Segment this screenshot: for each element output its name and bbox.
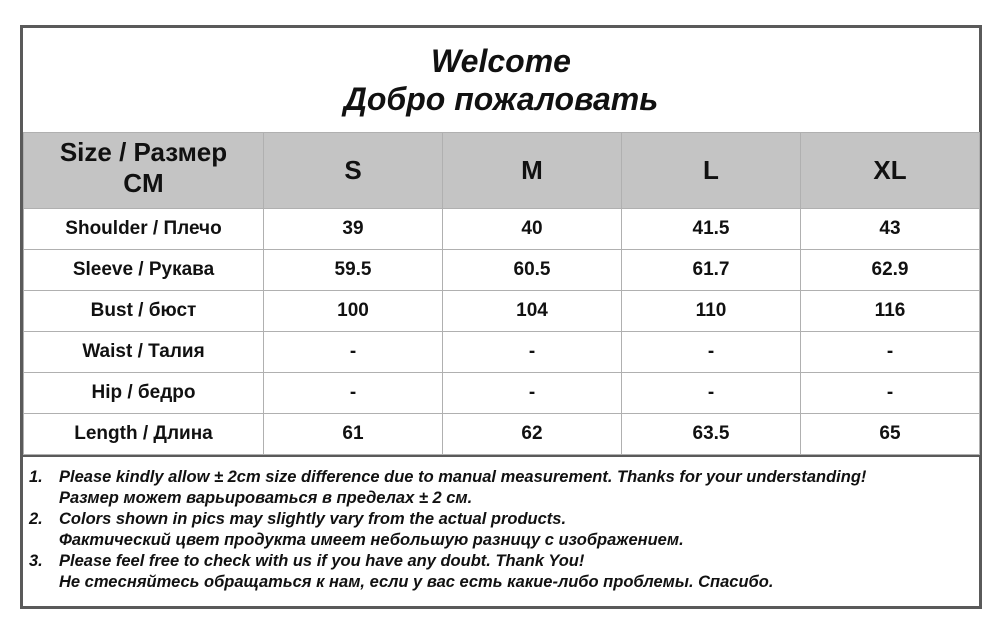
table-cell: 104 bbox=[443, 291, 622, 332]
row-label-hip: Hip / бедро bbox=[24, 373, 264, 414]
note-number: 3. bbox=[29, 552, 43, 570]
header-unit-label: CM bbox=[123, 167, 164, 198]
note-text bbox=[59, 509, 979, 551]
table-cell: - bbox=[264, 373, 443, 414]
table-cell: 63.5 bbox=[622, 414, 801, 455]
row-label-waist: Waist / Талия bbox=[24, 332, 264, 373]
title-russian: Добро пожаловать bbox=[343, 81, 659, 117]
note-english: Please feel free to check with us if you have any doubt. Thank You! bbox=[59, 552, 585, 570]
note-item bbox=[29, 509, 979, 551]
table-cell: 62.9 bbox=[801, 250, 980, 291]
table-cell: - bbox=[443, 332, 622, 373]
row-label-bust: Bust / бюст bbox=[24, 291, 264, 332]
table-cell: 43 bbox=[801, 209, 980, 250]
notes-section bbox=[23, 455, 979, 593]
table-row bbox=[24, 250, 980, 291]
table-cell: - bbox=[622, 332, 801, 373]
header-size-m: M bbox=[443, 133, 622, 209]
table-cell: - bbox=[801, 332, 980, 373]
table-cell: - bbox=[264, 332, 443, 373]
table-cell: - bbox=[443, 373, 622, 414]
note-russian: Не стесняйтесь обращаться к нам, если у вас есть какие-либо проблемы. Спасибо. bbox=[59, 573, 774, 591]
table-cell: 116 bbox=[801, 291, 980, 332]
table-row bbox=[24, 209, 980, 250]
note-number: 2. bbox=[29, 510, 43, 528]
note-english: Colors shown in pics may slightly vary from the actual products. bbox=[59, 510, 567, 528]
title-block bbox=[23, 28, 979, 132]
table-cell: - bbox=[801, 373, 980, 414]
note-russian: Фактический цвет продукта имеет небольшую разницу с изображением. bbox=[59, 531, 684, 549]
table-cell: 60.5 bbox=[443, 250, 622, 291]
note-text bbox=[59, 467, 979, 509]
table-cell: 39 bbox=[264, 209, 443, 250]
table-cell: 100 bbox=[264, 291, 443, 332]
table-row bbox=[24, 373, 980, 414]
note-number: 1. bbox=[29, 468, 43, 486]
header-size-s: S bbox=[264, 133, 443, 209]
header-size-label-line1: Size / Размер bbox=[59, 136, 228, 167]
note-text bbox=[59, 551, 979, 593]
title-english: Welcome bbox=[431, 43, 571, 79]
size-chart bbox=[20, 25, 982, 609]
table-cell: 40 bbox=[443, 209, 622, 250]
note-russian: Размер может варьироваться в пределах ± 2 см. bbox=[59, 489, 473, 507]
table-cell: 41.5 bbox=[622, 209, 801, 250]
table-cell: 62 bbox=[443, 414, 622, 455]
table-cell: 61 bbox=[264, 414, 443, 455]
header-size-label bbox=[24, 133, 264, 209]
table-row bbox=[24, 291, 980, 332]
note-item bbox=[29, 467, 979, 509]
note-english: Please kindly allow ± 2cm size difference due to manual measurement. Thanks for your understanding! bbox=[59, 468, 867, 486]
row-label-shoulder: Shoulder / Плечо bbox=[24, 209, 264, 250]
table-cell: 110 bbox=[622, 291, 801, 332]
table-header-row bbox=[24, 133, 980, 209]
header-size-l: L bbox=[622, 133, 801, 209]
header-size-xl: XL bbox=[801, 133, 980, 209]
row-label-length: Length / Длина bbox=[24, 414, 264, 455]
table-cell: 65 bbox=[801, 414, 980, 455]
note-item bbox=[29, 551, 979, 593]
size-table bbox=[23, 132, 980, 455]
table-row bbox=[24, 414, 980, 455]
table-row bbox=[24, 332, 980, 373]
row-label-sleeve: Sleeve / Рукава bbox=[24, 250, 264, 291]
table-cell: 61.7 bbox=[622, 250, 801, 291]
table-cell: 59.5 bbox=[264, 250, 443, 291]
table-cell: - bbox=[622, 373, 801, 414]
